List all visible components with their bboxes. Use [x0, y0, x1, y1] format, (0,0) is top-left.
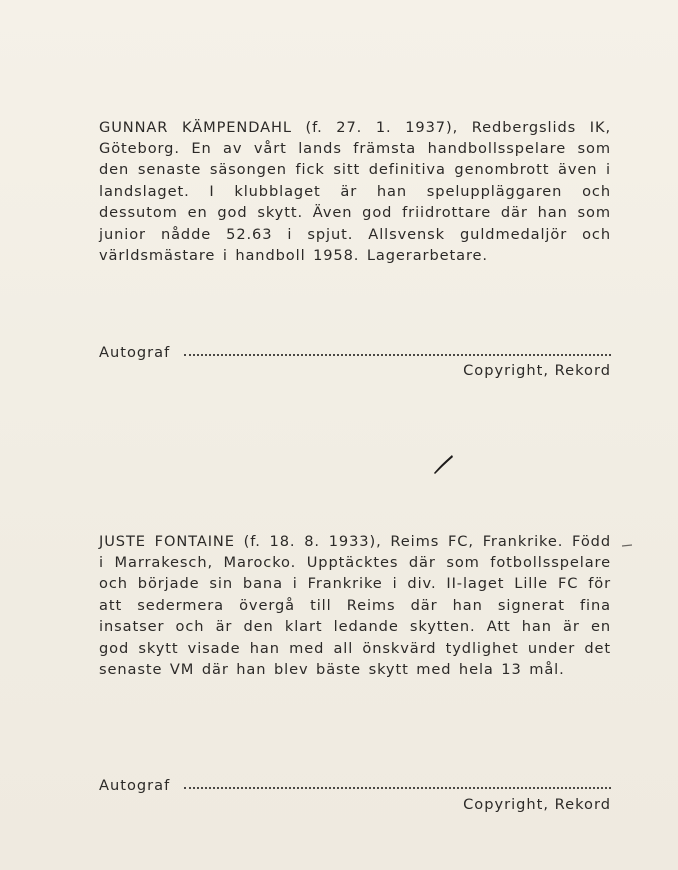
copyright-notice: Copyright, Rekord — [463, 796, 611, 813]
stray-mark-icon — [622, 544, 632, 548]
player-bio-kampendahl: GUNNAR KÄMPENDAHL (f. 27. 1. 1937), Redbergslids IK, Göteborg. En av vårt lands främsta handbollsspelare som den senaste säsongen fick sitt definitiva genombrott även i landslaget. I klubblaget är han speluppläggaren och dessutom en god skytt. Även god friidrottare där han som junior nådde 52.63 i spjut. Allsvensk guldmedaljör och världsmästare i handboll 1958. Lagerarbetare. — [99, 118, 611, 265]
autograph-field-fontaine — [99, 776, 611, 794]
player-bio-fontaine: JUSTE FONTAINE (f. 18. 8. 1933), Reims FC, Frankrike. Född i Marrakesch, Marocko. Upptäcktes där som fotbollsspelare och började sin bana i Frankrike i div. II-laget Lille FC för att sedermera övergå till Reims där han signerat fina insatser och är den klart ledande skytten. Att han är en god skytt visade han med all önskvärd tydlighet under det senaste VM där han blev bäste skytt med hela 13 mål. — [99, 532, 611, 679]
autograph-label: Autograf — [99, 344, 171, 361]
autograph-dotted-line — [184, 775, 611, 789]
autograph-dotted-line — [184, 342, 611, 356]
autograph-label: Autograf — [99, 777, 171, 794]
copyright-notice: Copyright, Rekord — [463, 362, 611, 379]
pen-mark-icon — [430, 452, 456, 476]
autograph-field-kampendahl — [99, 343, 611, 361]
